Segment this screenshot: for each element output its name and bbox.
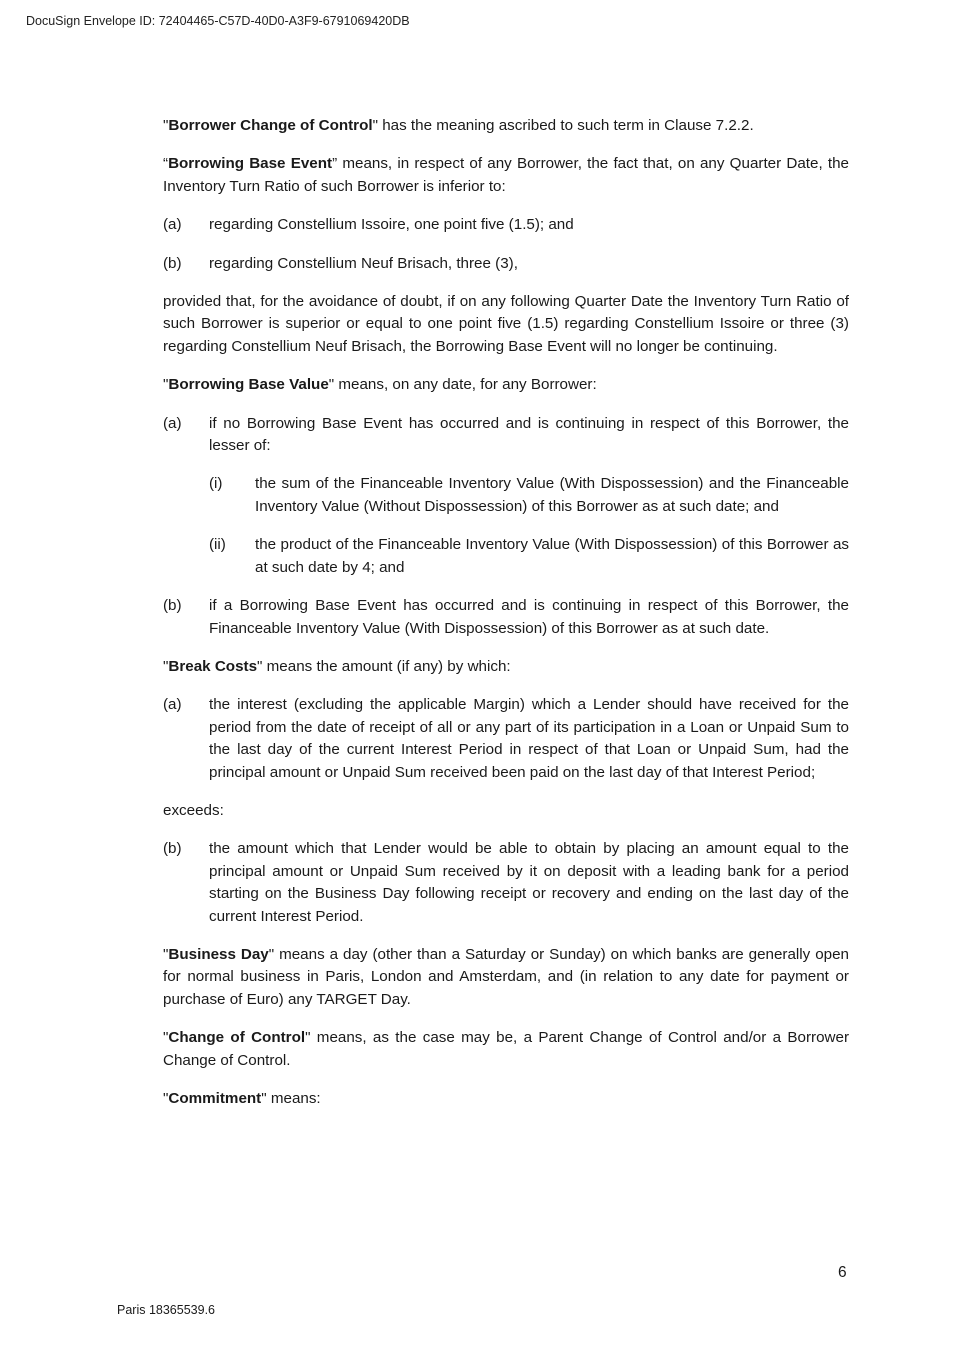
definition-borrower-change-of-control: "Borrower Change of Control" has the meaning ascribed to such term in Clause 7.2.2. — [163, 117, 754, 134]
list-item: (a) if no Borrowing Base Event has occurred and is continuing in respect of this Borrower, the lesser of: — [163, 414, 849, 455]
proviso-paragraph: provided that, for the avoidance of doubt, if on any following Quarter Date the Inventory Turn Ratio of such Borrower is superior or equal to one point five (1.5) regarding Constellium Issoire or three (3) regarding Constellium Neuf Brisach, the Borrowing Base Event will no longer be continuing. — [163, 293, 849, 355]
exceeds-line: exceeds: — [163, 801, 224, 819]
document-body — [163, 115, 849, 1126]
page-number: 6 — [838, 1264, 847, 1281]
defined-term: Borrower Change of Control — [168, 117, 373, 134]
defined-term: Borrowing Base Value — [168, 376, 329, 394]
list-item: (b) regarding Constellium Neuf Brisach, three (3), — [163, 254, 518, 272]
list-item: (a) regarding Constellium Issoire, one point five (1.5); and — [163, 216, 574, 234]
document-reference: Paris 18365539.6 — [117, 1303, 215, 1317]
defined-term: Change of Control — [168, 1029, 306, 1047]
defined-term: Break Costs — [168, 657, 258, 675]
sub-list-item: (ii) the product of the Financeable Inventory Value (With Dispossession) of this Borrower as at such date by 4; and — [209, 536, 849, 576]
definition-borrowing-base-event: “Borrowing Base Event” means, in respect of any Borrower, the fact that, on any Quarter Date, the Inventory Turn Ratio of such Borrower is inferior to: — [163, 155, 849, 195]
list-item: (b) if a Borrowing Base Event has occurred and is continuing in respect of this Borrower, the Financeable Inventory Value (With Dispossession) of this Borrower as at such date. — [163, 597, 849, 637]
definition-borrowing-base-value: "Borrowing Base Value" means, on any date, for any Borrower: — [163, 376, 597, 394]
defined-term: Borrowing Base Event — [168, 155, 333, 173]
defined-term: Business Day — [168, 945, 269, 963]
envelope-id: DocuSign Envelope ID: 72404465-C57D-40D0-A3F9-6791069420DB — [26, 14, 410, 28]
definition-business-day: "Business Day" means a day (other than a Saturday or Sunday) on which banks are generally open for normal business in Paris, London and Amsterdam, and (in relation to any date for payment or purchase of Euro) any TARGET Day. — [163, 945, 849, 1008]
list-item: (a) the interest (excluding the applicable Margin) which a Lender should have received for the period from the date of receipt of all or any part of its participation in a Loan or Unpaid Sum to the last day of the current Interest Period in respect of that Loan or Unpaid Sum, had the principal amount or Unpaid Sum received been paid on the last day of that Interest Period; — [163, 696, 849, 781]
defined-term: Commitment — [168, 1090, 262, 1107]
definition-commitment: "Commitment" means: — [163, 1090, 321, 1107]
definition-change-of-control: "Change of Control" means, as the case may be, a Parent Change of Control and/or a Borrower Change of Control. — [163, 1029, 850, 1069]
list-item: (b) the amount which that Lender would be able to obtain by placing an amount equal to the principal amount or Unpaid Sum received by it on deposit with a leading bank for a period starting on the Business Day following receipt or recovery and ending on the last day of the current Interest Period. — [163, 840, 849, 925]
sub-list-item: (i) the sum of the Financeable Inventory Value (With Dispossession) and the Financeable Inventory Value (Without Dispossession) of this Borrower as at such date; and — [209, 475, 849, 515]
definition-break-costs: "Break Costs" means the amount (if any) by which: — [163, 657, 511, 675]
